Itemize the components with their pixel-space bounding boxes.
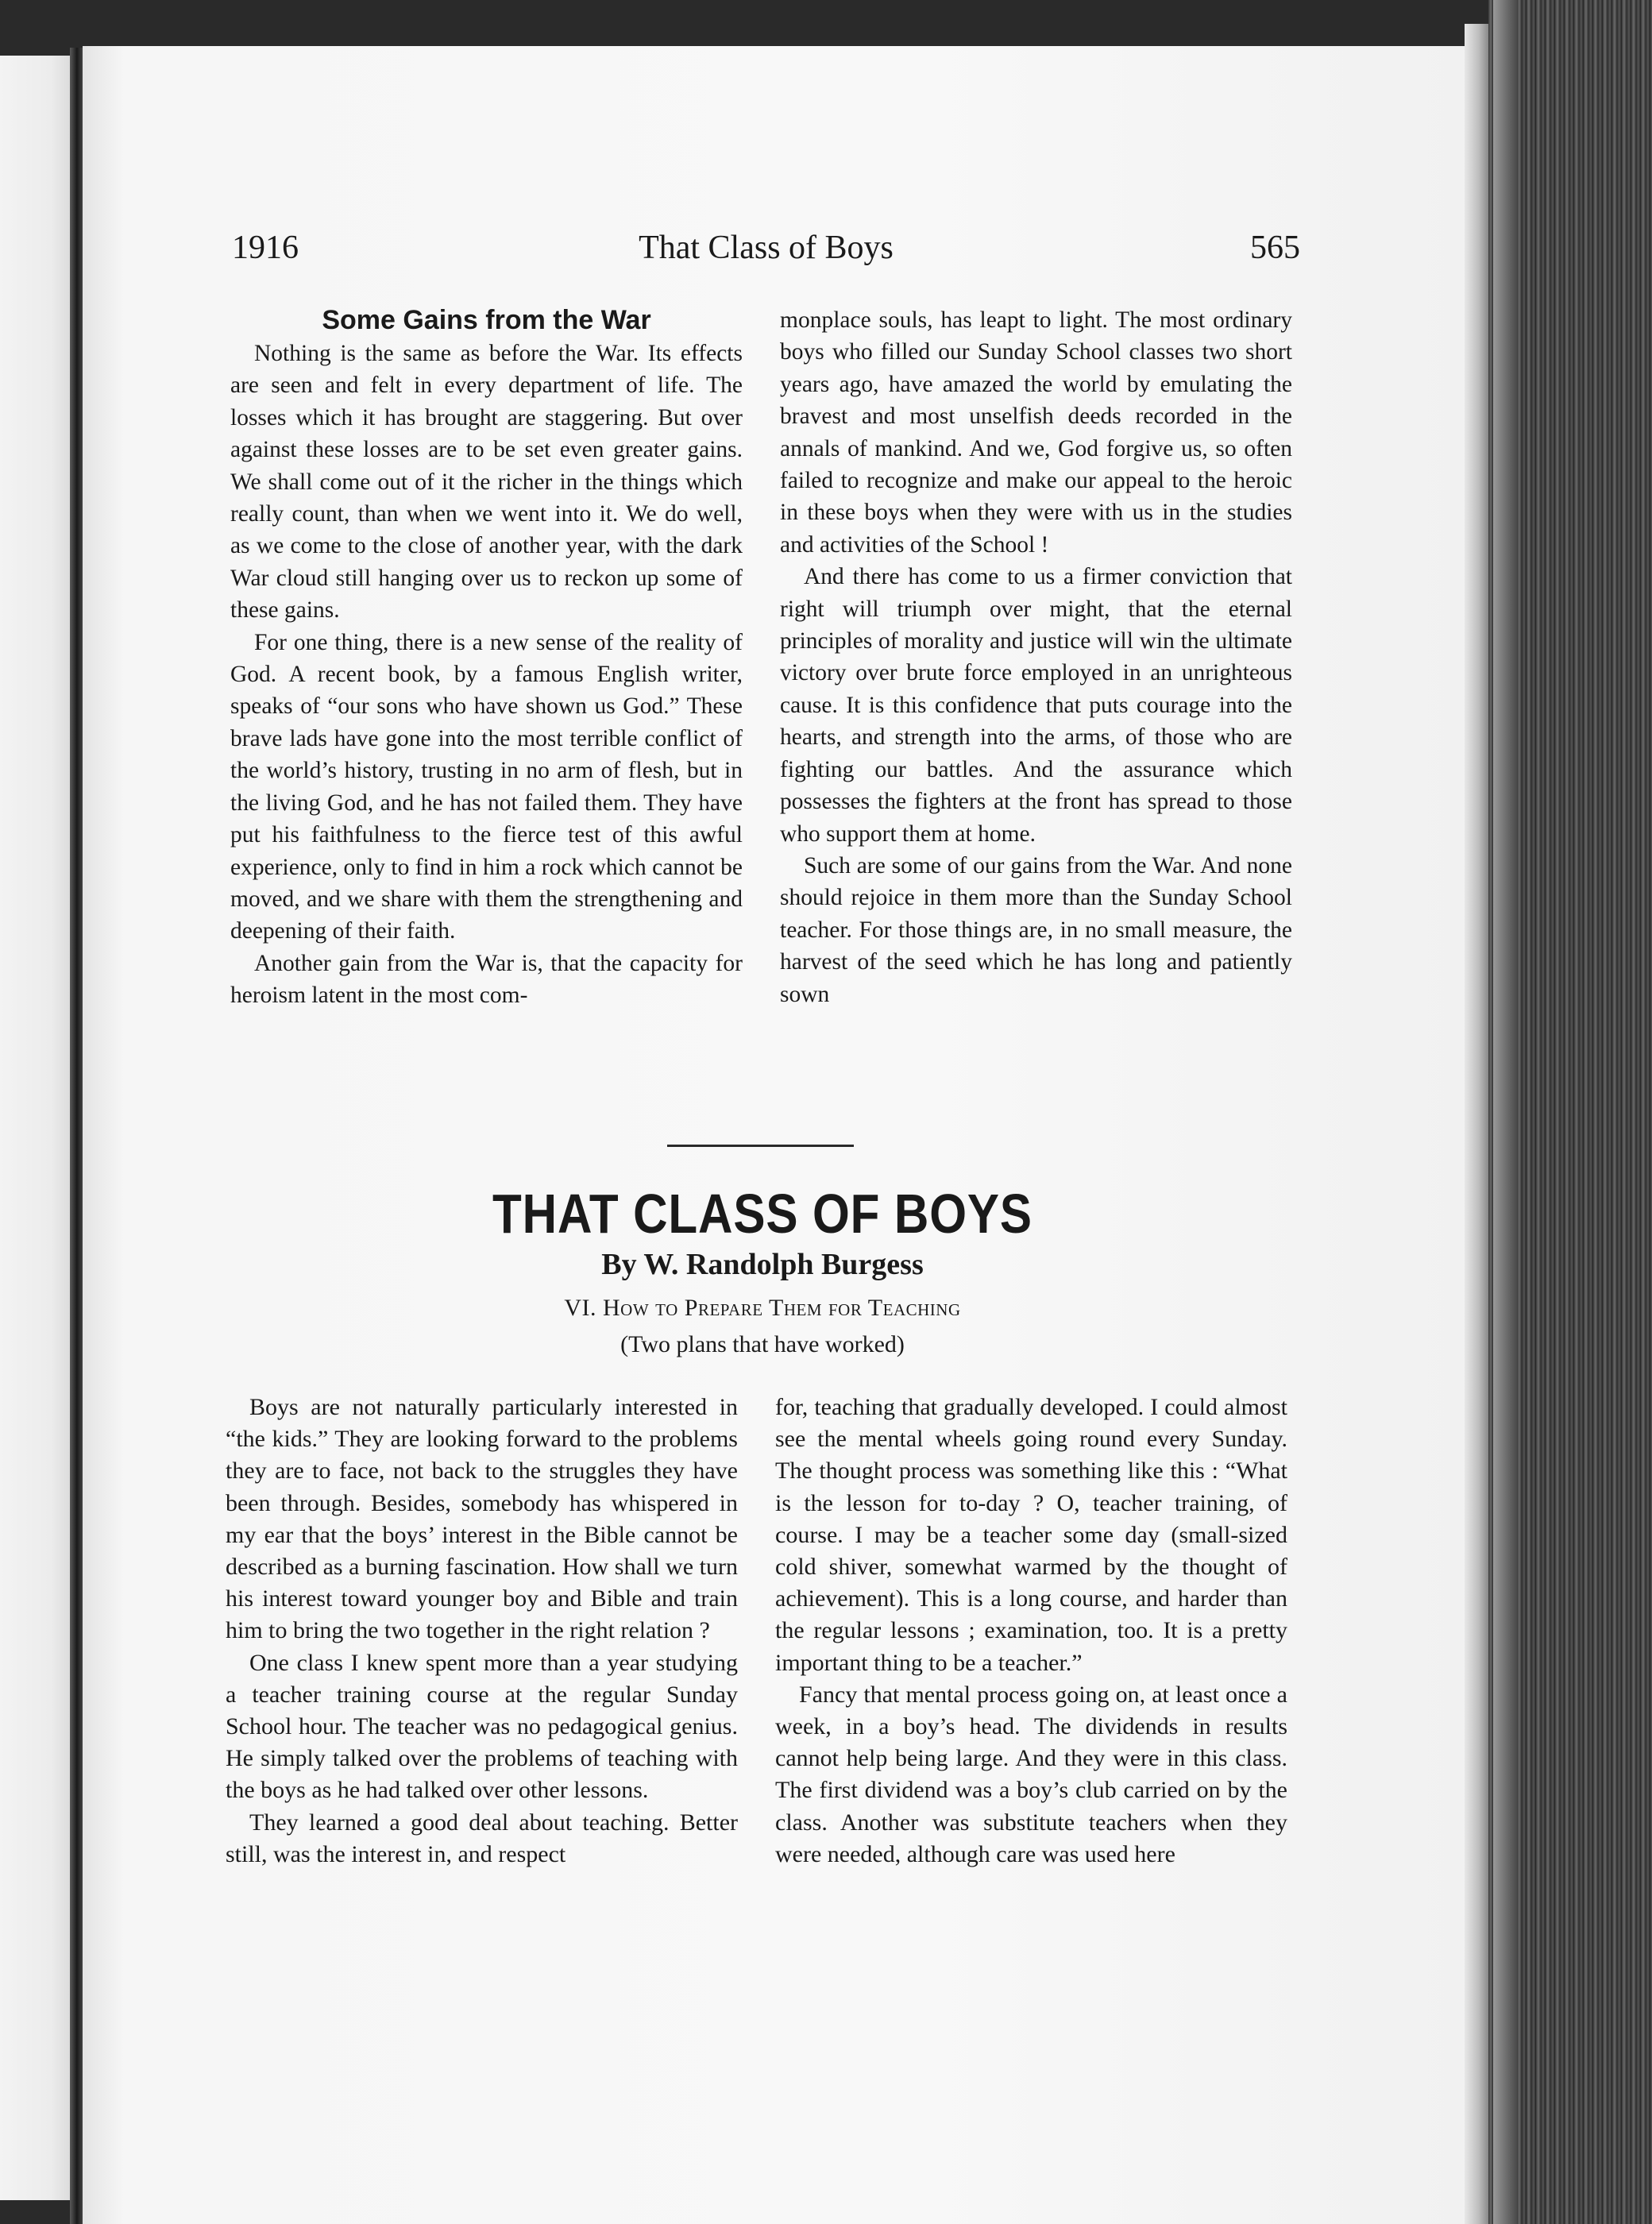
editorial-paragraph-continued: monplace souls, has leapt to light. The most ordinary boys who filled our Sunday School classes two short years ago, have amazed the world by emulating the bravest and most unselfish deeds recorded in the annals of mankind. And we, God forgive us, so often failed to recognize and make our appeal to the heroic in these boys when they were with us in the studies and activities of the School !	[780, 307, 1292, 558]
article-paragraph: They learned a good deal about teaching. Better still, was the interest in, and respect	[226, 1809, 738, 1867]
editorial-paragraph: Such are some of our gains from the War. And none should rejoice in them more than the Sunday School teacher. For those things are, in no small measure, the harvest of the seed which he has long and patiently sown	[780, 852, 1292, 1007]
page-fore-edge	[1465, 24, 1488, 2224]
article-paragraph-continued: for, teaching that gradually developed. I could almost see the mental wheels going round every Sunday. The thought process was something like this : “What is the lesson for to-day ? O, teacher training, of course. I may be a teacher some day (small-sized cold shiver, somewhat warmed by the thought of achievement). This is a long course, and harder than the regular lessons ; examination, too. It is a pretty important thing to be a teacher.”	[775, 1394, 1287, 1676]
running-head-year: 1916	[232, 230, 299, 266]
editorial-right-column	[780, 304, 1292, 1010]
editorial-heading: Some Gains from the War	[322, 305, 651, 335]
page-number: 565	[1250, 230, 1300, 266]
book-gutter	[70, 48, 83, 2224]
article-subtitle: VI. How to Prepare Them for Teaching	[564, 1295, 961, 1321]
editorial-paragraph: Nothing is the same as before the War. Its effects are seen and felt in every department of life. The losses which it has brought are staggering. But over against these losses are to be set even greater gains. We shall come out of it the richer in the things which really count, than when we went into it. We do well, as we come to the close of another year, with the dark War cloud still hanging over us to reckon up some of these gains.	[230, 341, 743, 624]
article-subnote: (Two plans that have worked)	[620, 1331, 905, 1357]
article-byline: By W. Randolph Burgess	[601, 1248, 924, 1281]
running-head	[232, 229, 1300, 268]
editorial-paragraph: Another gain from the War is, that the capacity for heroism latent in the most com-	[230, 950, 743, 1009]
section-divider	[667, 1145, 854, 1147]
running-head-title: That Class of Boys	[639, 230, 894, 266]
facing-page-edge	[0, 56, 73, 2200]
article-paragraph: Boys are not naturally particularly interested in “the kids.” They are looking forward to the problems they are to face, not back to the struggles they have been through. Besides, somebody has whispered in my ear that the boys’ interest in the Bible cannot be described as a burning fascination. How shall we turn his interest toward younger boy and Bible and train him to bring the two together in the right relation ?	[226, 1394, 738, 1644]
article-right-column	[775, 1392, 1287, 1871]
editorial-paragraph: For one thing, there is a new sense of the reality of God. A recent book, by a famous English writer, speaks of “our sons who have shown us God.” These brave lads have gone into the most terrible conflict of the world’s history, trusting in no arm of flesh, but in the living God, and he has not failed them. They have put his faithfulness to the fierce test of this awful experience, only to find in him a rock which cannot be moved, and we share with them the strengthening and deepening of their faith.	[230, 629, 743, 944]
binding-shadow	[1493, 0, 1517, 2224]
editorial-left-column	[230, 304, 743, 1012]
article-paragraph: Fancy that mental process going on, at least once a week, in a boy’s head. The dividends in results cannot help being large. And they were in this class. The first dividend was a boy’s club carried on by the class. Another was substitute teachers when they were needed, although care was used here	[775, 1681, 1287, 1867]
article-title: THAT CLASS OF BOYS	[492, 1183, 1032, 1245]
article-paragraph: One class I knew spent more than a year studying a teacher training course at the regular Sunday School hour. The teacher was no pedagogical genius. He simply talked over the problems of teaching with the boys as he had talked over other lessons.	[226, 1649, 738, 1804]
article-left-column	[226, 1392, 738, 1871]
editorial-paragraph: And there has come to us a firmer conviction that right will triumph over might, that the eternal principles of morality and justice will win the ultimate victory over brute force employed in an unrighteous cause. It is this confidence that puts courage into the hearts, and strength into the arms, of those who are fighting our battles. And the assurance which possesses the fighters at the front has spread to those who support them at home.	[780, 564, 1292, 847]
